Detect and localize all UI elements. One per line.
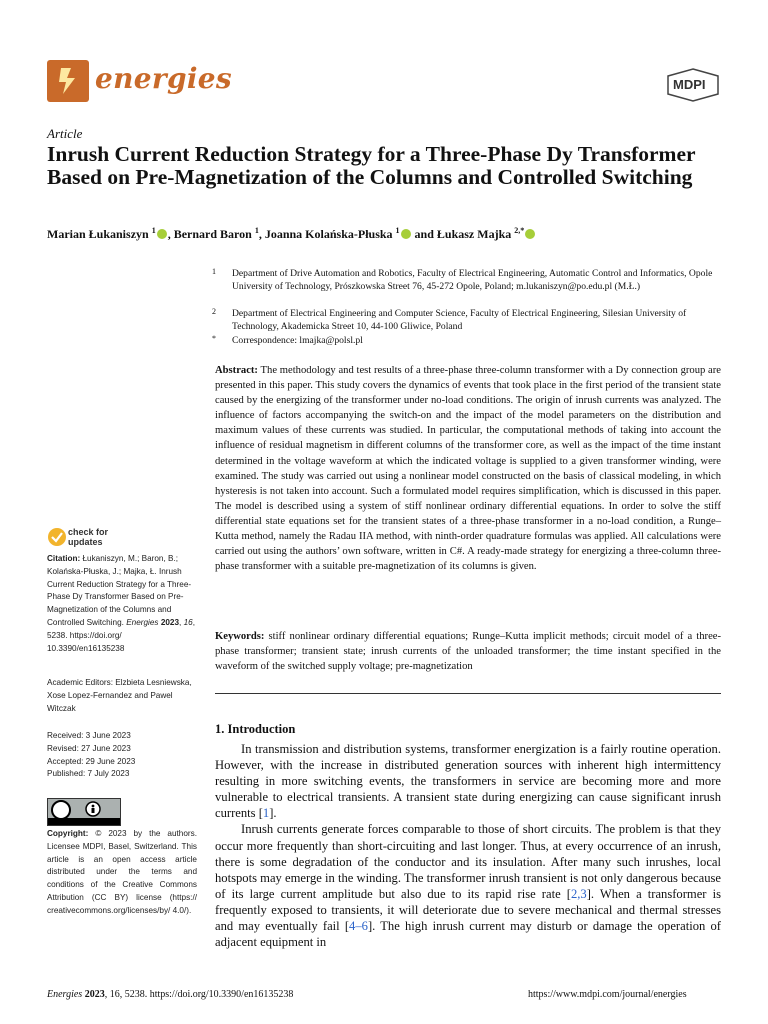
affiliation-number: 1 bbox=[212, 267, 216, 276]
journal-logo bbox=[47, 60, 89, 102]
author-list bbox=[47, 226, 536, 242]
orcid-icon[interactable] bbox=[157, 229, 167, 239]
paragraph bbox=[215, 741, 721, 821]
footer-url[interactable]: https://www.mdpi.com/journal/energies bbox=[528, 989, 687, 1000]
copyright bbox=[47, 828, 197, 918]
footer-journal: Energies bbox=[47, 989, 83, 1000]
footer-year: 2023 bbox=[84, 989, 105, 1000]
journal-name[interactable]: energies bbox=[95, 62, 232, 95]
introduction-body bbox=[215, 741, 721, 950]
citation-doi[interactable]: , 5238. https://doi.org/ 10.3390/en16135238 bbox=[47, 617, 195, 653]
author-name[interactable]: , Joanna Kolańska-Płuska bbox=[258, 227, 393, 241]
keywords-label: Keywords: bbox=[215, 631, 265, 642]
author-name[interactable]: Marian Łukaniszyn bbox=[47, 227, 149, 241]
citation-year: 2023 bbox=[160, 617, 180, 627]
author-sup: 1 bbox=[254, 226, 259, 235]
citation-text: Łukaniszyn, M.; Baron, B.; Kolańska-Płuska, J.; Majka, Ł. Inrush Current Reduction Strategy for a Three-Phase Dy Transformer Based on Pre-Magnetization of the Columns and Controlled Switching. bbox=[47, 554, 192, 627]
author-sup: 1 bbox=[395, 226, 400, 235]
check-updates-icon bbox=[47, 526, 67, 548]
keywords-text: stiff nonlinear ordinary differential equations; Runge–Kutta implicit methods; circuit model of a three-phase transformer; transient state; inrush currents of the unloaded transformer; the time instant specified in the waveform of the switched supply voltage; pre-magnetization bbox=[215, 631, 721, 673]
paragraph bbox=[215, 821, 721, 950]
affiliation-text: Department of Electrical Engineering and Computer Science, Faculty of Electrical Engineering, Silesian University of Technology, Akademicka Street 10, 44-100 Gliwice, Poland bbox=[232, 308, 687, 332]
paragraph-text: ]. When a transformer is frequently exposed to transients, it will deteriorate due to severe mechanical and thermal stresses and may eventually fail [ bbox=[215, 886, 721, 934]
cc-by-icon bbox=[48, 799, 120, 825]
orcid-icon[interactable] bbox=[401, 229, 411, 239]
affiliation-1 bbox=[212, 267, 720, 293]
affiliation-number: * bbox=[212, 334, 216, 343]
dates bbox=[47, 730, 197, 781]
citation: Citation: Łukaniszyn, M.; Baron, B.; Kolańska-Płuska, J.; Majka, Ł. Inrush Current Reduction Strategy for a Three-Phase Dy Transformer Based on Pre-Magnetization of the Columns and Controlled Switching. Energies 2023, 16, 5238. https://doi.org/ 10.3390/en16135238 bbox=[47, 554, 195, 653]
check-updates-label bbox=[68, 527, 108, 547]
affiliation-2 bbox=[212, 307, 720, 333]
academic-editors: Academic Editors: Elzbieta Lesniewska, Xose Lopez-Fernandez and Pawel Witczak bbox=[47, 678, 192, 713]
accepted-date: Accepted: 29 June 2023 bbox=[47, 756, 136, 766]
affiliation-number: 2 bbox=[212, 307, 216, 316]
article-type: Article bbox=[47, 126, 83, 141]
author-name[interactable]: and Łukasz Majka bbox=[411, 227, 512, 241]
revised-date: Revised: 27 June 2023 bbox=[47, 743, 131, 753]
divider bbox=[215, 693, 721, 694]
footer-doi[interactable]: , 16, 5238. https://doi.org/10.3390/en16135238 bbox=[104, 989, 294, 1000]
lightning-icon bbox=[47, 60, 89, 102]
citation-journal: Energies bbox=[126, 617, 159, 627]
abstract bbox=[215, 363, 721, 574]
paragraph-text: ]. bbox=[269, 806, 277, 821]
received-date: Received: 3 June 2023 bbox=[47, 731, 131, 740]
reference-link[interactable]: 4–6 bbox=[349, 919, 368, 934]
author-name[interactable]: , Bernard Baron bbox=[167, 227, 252, 241]
published-date: Published: 7 July 2023 bbox=[47, 769, 130, 779]
check-updates-line1: check for bbox=[68, 527, 109, 537]
paragraph-text: ]. The high inrush current may disturb or damage the operation of adjacent equipment in bbox=[215, 919, 721, 950]
section-heading: 1. Introduction bbox=[215, 722, 296, 736]
footer-citation bbox=[47, 989, 293, 1000]
correspondence bbox=[212, 334, 720, 347]
paragraph-text: In transmission and distribution systems, transformer energization is a fairly routine operation. However, with the increase in distributed generation sources with inherent high intermittency resulting in more switching events, the transformers in service are becoming more and more vulnerable to electrical transients. A transient state during energizing can cause significant inrush currents [ bbox=[215, 742, 721, 821]
affiliation-text: Correspondence: lmajka@polsl.pl bbox=[232, 335, 363, 346]
check-updates-line2: updates bbox=[68, 537, 103, 547]
affiliation-text: Department of Drive Automation and Robotics, Faculty of Electrical Engineering, Automatic Control and Informatics, Opole University of Technology, Prószkowska Street 76, 45-272 Opole, Poland; m.lukaniszyn@po.edu.pl (M.Ł.) bbox=[232, 268, 713, 292]
keywords bbox=[215, 629, 721, 674]
copyright-text: © 2023 by the authors. Licensee MDPI, Basel, Switzerland. This article is an open access article distributed under the terms and conditions of the Creative Commons Attribution (CC BY) license (https:// creativecommons.org/licenses/by/ 4.0/). bbox=[47, 829, 197, 915]
paper-title: Inrush Current Reduction Strategy for a Three-Phase Dy Transformer Based on Pre-Magnetization of the Columns and Controlled Switching bbox=[47, 142, 696, 189]
cc-by-license-badge[interactable] bbox=[47, 798, 121, 826]
paragraph-text: Inrush currents generate forces comparable to those of short circuits. The problem is that they occur more frequently than short-circuiting and last longer. Thus, at every occurrence of an inrush, there is some degradation of the conductor and its insulation. After many such inrushes, local hotspots may emerge in the winding. The transformer inrush transient is not only dangerous because of its large current amplitude but also due to its rapid rise rate [ bbox=[215, 822, 721, 901]
reference-link[interactable]: 2,3 bbox=[570, 886, 587, 901]
author-sup: 1 bbox=[151, 226, 156, 235]
abstract-label: Abstract: bbox=[215, 365, 258, 376]
author-sup: 2,* bbox=[514, 226, 525, 235]
copyright-label: Copyright: bbox=[47, 829, 89, 838]
abstract-text: The methodology and test results of a three-phase three-column transformer with a Dy connection group are presented in this paper. This study covers the dynamics of events that took place in the first period of the transient state caused by the energizing of the transformer under no-load conditions. The origin of inrush currents was analyzed. The influence of factors accompanying the switch-on and the impact of the model parameters on the distribution and maximum values of these currents was studied. In particular, the computational methods of taking into account the influence of residual magnetism in different columns of the transformer core, as well as the impact of the time instant determined in the voltage waveform at which the indicated voltage is supplied to a given transformer winding, were examined. The study was carried out using a nonlinear model constructed on the basis of classical modeling, in which hysteresis is not taken into account. Such a formulated model requires simplification, which is discussed in this paper. The model is described using a system of stiff nonlinear ordinary differential equations. In order to solve the stiff differential state equations set for the transient states of a three-phase transformer in a no-load condition, a Runge–Kutta method, namely the Radau IIA method, with ninth-order quadrature formulas was applied. All calculations were carried out using the authors’ own software, written in C#. A ready-made strategy for energizing a three-column three-phase transformer with a suitable pre-magnetization of its columns is given. bbox=[215, 365, 721, 573]
reference-link[interactable]: 1 bbox=[262, 806, 270, 821]
orcid-icon[interactable] bbox=[525, 229, 535, 239]
citation-volume: 16 bbox=[183, 617, 193, 627]
citation-label: Citation: bbox=[47, 554, 81, 563]
publisher-logo[interactable] bbox=[665, 68, 721, 102]
publisher-name: MDPI bbox=[673, 77, 706, 92]
